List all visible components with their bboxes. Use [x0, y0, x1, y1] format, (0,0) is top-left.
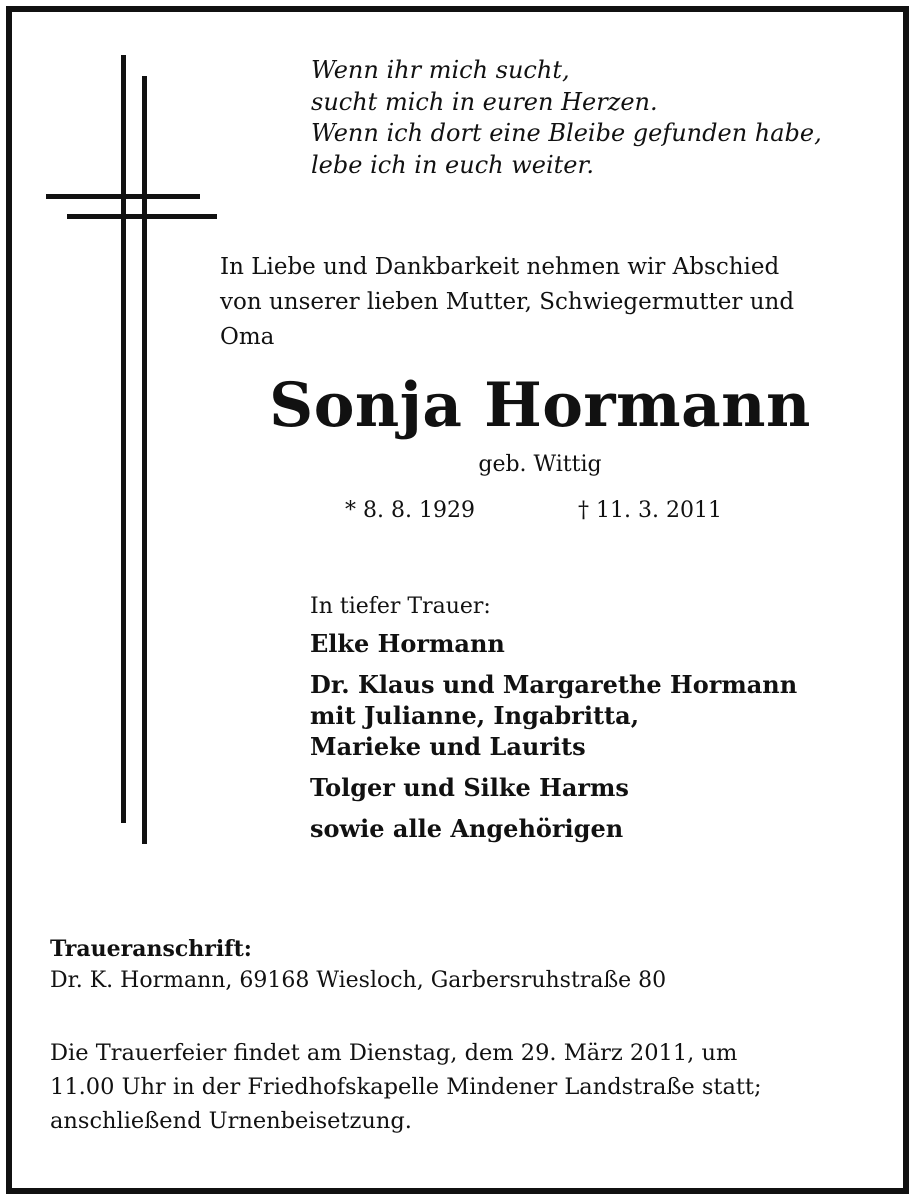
maiden-name: geb. Wittig	[478, 452, 602, 477]
address-line: Dr. K. Hormann, 69168 Wiesloch, Garbersruhstraße 80	[50, 968, 667, 993]
farewell-line: Oma	[220, 324, 275, 350]
mourner-name: Dr. Klaus und Margarethe Hormann	[310, 670, 798, 699]
poem-line: Wenn ihr mich sucht,	[311, 56, 570, 84]
mourner-name: Marieke und Laurits	[310, 732, 586, 761]
mourner-group	[310, 772, 797, 803]
mourner-group	[310, 628, 797, 659]
birth-date: * 8. 8. 1929	[345, 498, 475, 523]
mourner-group	[310, 813, 797, 844]
mourner-name: Elke Hormann	[310, 629, 505, 658]
mourner-name: mit Julianne, Ingabritta,	[310, 701, 640, 730]
mourner-name: sowie alle Angehörigen	[310, 814, 624, 843]
death-date: † 11. 3. 2011	[578, 498, 722, 523]
ceremony-notice	[50, 1036, 870, 1138]
mourners-list	[310, 628, 797, 854]
mourning-intro: In tiefer Trauer:	[310, 594, 491, 619]
farewell-line: In Liebe und Dankbarkeit nehmen wir Abschied	[220, 254, 780, 280]
poem-line: Wenn ich dort eine Bleibe gefunden habe,	[311, 119, 822, 147]
mourner-group	[310, 669, 797, 762]
ceremony-line: 11.00 Uhr in der Friedhofskapelle Mindener Landstraße statt;	[50, 1074, 762, 1100]
deceased-name: Sonja Hormann	[269, 370, 811, 441]
farewell-text	[220, 250, 880, 355]
mourner-name: Tolger und Silke Harms	[310, 773, 629, 802]
ceremony-line: Die Trauerfeier findet am Dienstag, dem 29. März 2011, um	[50, 1040, 738, 1066]
poem-quote	[311, 55, 822, 181]
farewell-line: von unserer lieben Mutter, Schwiegermutter und	[220, 289, 795, 315]
ceremony-line: anschließend Urnenbeisetzung.	[50, 1108, 412, 1134]
poem-line: sucht mich in euren Herzen.	[311, 87, 658, 116]
address-heading: Traueranschrift:	[50, 936, 252, 962]
poem-line: lebe ich in euch weiter.	[311, 150, 594, 179]
